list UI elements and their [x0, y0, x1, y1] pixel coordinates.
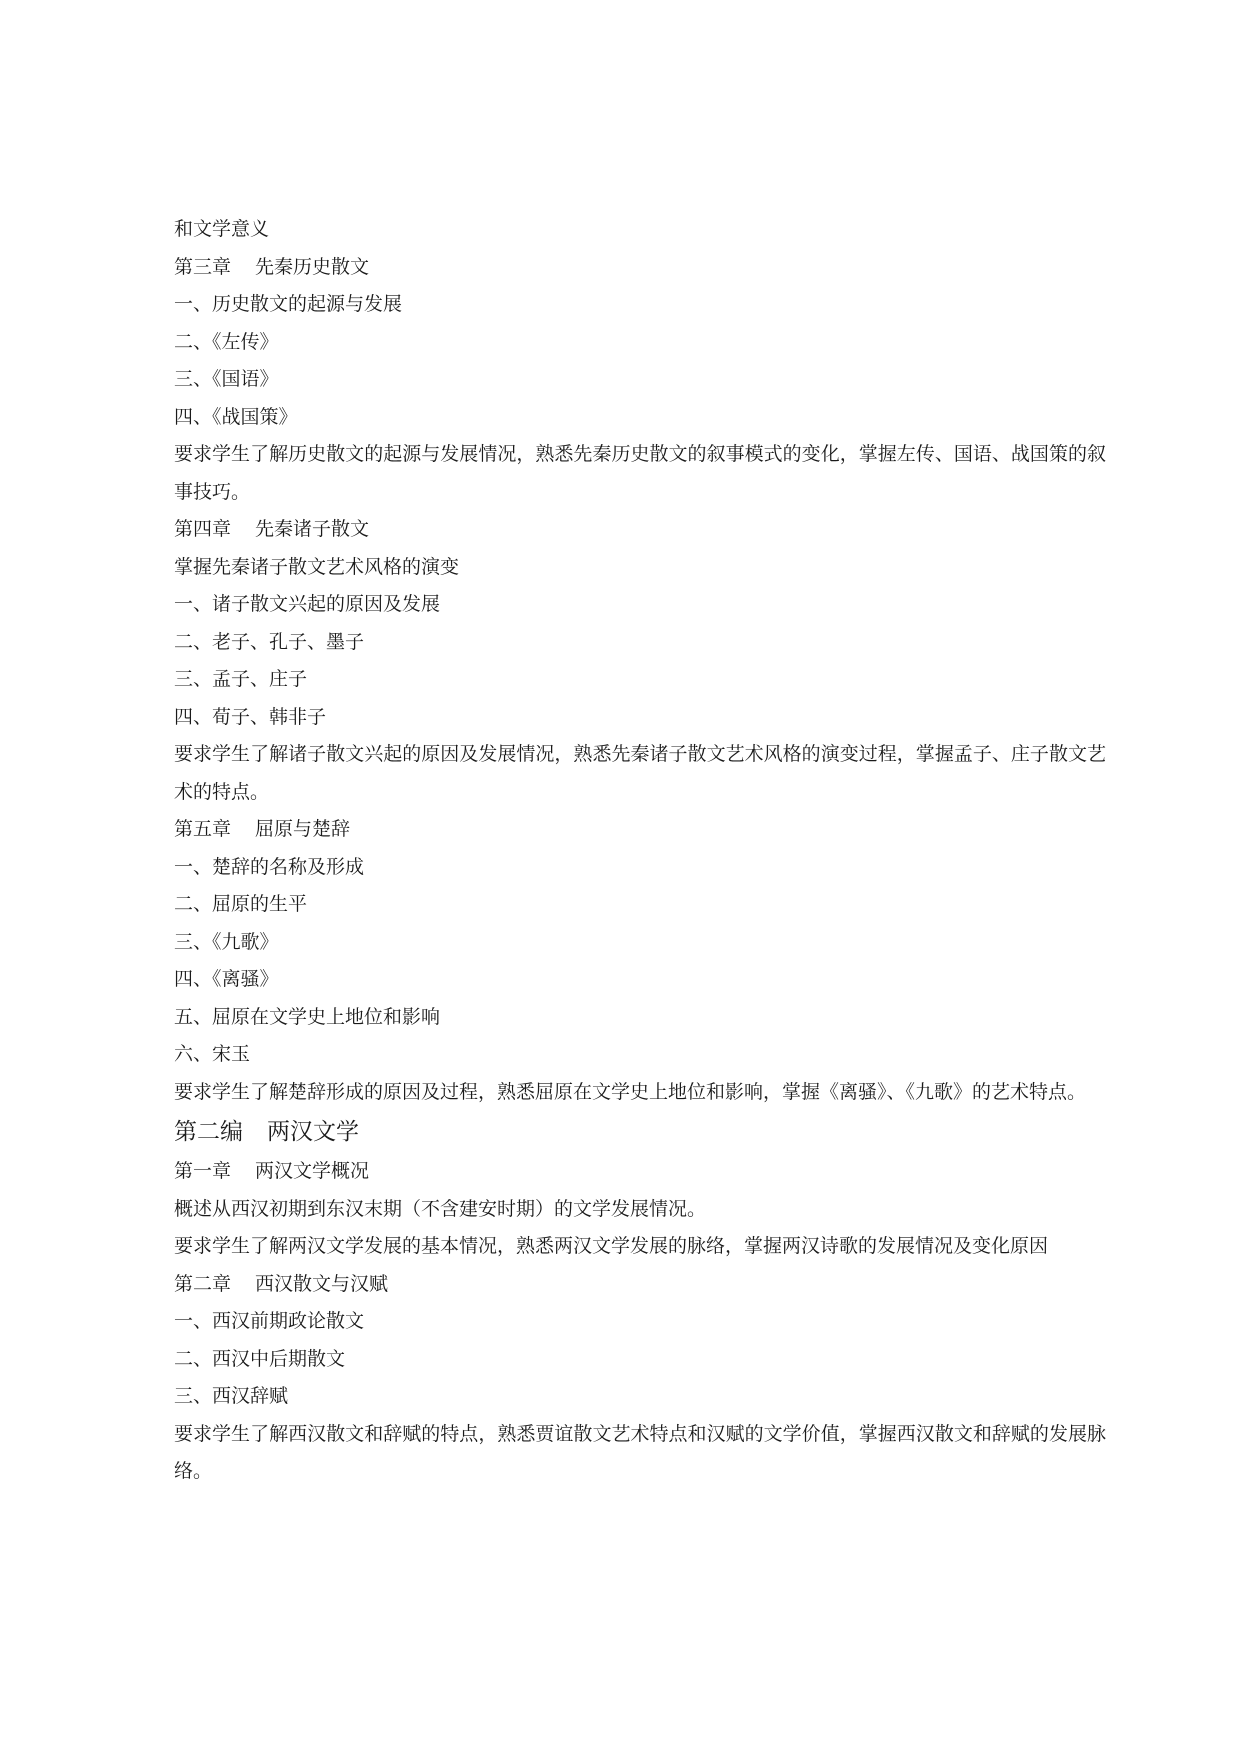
- requirement-paragraph: 要求学生了解两汉文学发展的基本情况，熟悉两汉文学发展的脉络，掌握两汉诗歌的发展情况及变化原因: [174, 1235, 1049, 1257]
- list-item: 六、宋玉: [174, 1043, 251, 1065]
- chapter-title: 西汉散文与汉赋: [255, 1272, 389, 1295]
- chapter-number: 第四章: [174, 518, 232, 540]
- list-item: 四、《战国策》: [174, 405, 298, 428]
- chapter-heading: [174, 249, 1106, 287]
- chapter-title: 屈原与楚辞: [255, 818, 351, 840]
- chapter-heading: [174, 811, 1106, 849]
- document-body: [174, 211, 1106, 1491]
- chapter-title: 先秦历史散文: [255, 255, 370, 278]
- chapter-title: 两汉文学概况: [255, 1160, 370, 1182]
- list-item: 五、屈原在文学史上地位和影响: [174, 1005, 441, 1028]
- chapter-heading: [174, 1266, 1106, 1304]
- text-line: 和文学意义: [174, 218, 270, 240]
- part-heading: [174, 1111, 1106, 1153]
- list-item: 一、楚辞的名称及形成: [174, 855, 365, 878]
- list-item: 二、西汉中后期散文: [174, 1347, 346, 1370]
- list-item: 四、《离骚》: [174, 968, 279, 990]
- requirement-paragraph: 要求学生了解历史散文的起源与发展情况，熟悉先秦历史散文的叙事模式的变化，掌握左传、国语、战国策的叙事技巧。: [174, 443, 1106, 503]
- list-item: 四、荀子、韩非子: [174, 705, 327, 728]
- text-line: 掌握先秦诸子散文艺术风格的演变: [174, 555, 460, 578]
- list-item: 二、老子、孔子、墨子: [174, 630, 365, 653]
- chapter-number: 第一章: [174, 1160, 232, 1182]
- chapter-number: 第二章: [174, 1272, 232, 1295]
- list-item: 三、孟子、庄子: [174, 668, 308, 690]
- requirement-paragraph: 要求学生了解诸子散文兴起的原因及发展情况，熟悉先秦诸子散文艺术风格的演变过程，掌握孟子、庄子散文艺术的特点。: [174, 743, 1106, 803]
- chapter-title: 先秦诸子散文: [255, 518, 370, 540]
- list-item: 三、西汉辞赋: [174, 1385, 289, 1407]
- chapter-heading: [174, 1153, 1106, 1191]
- text-line: 概述从西汉初期到东汉末期（不含建安时期）的文学发展情况。: [174, 1197, 707, 1220]
- requirement-paragraph: 要求学生了解西汉散文和辞赋的特点，熟悉贾谊散文艺术特点和汉赋的文学价值，掌握西汉散文和辞赋的发展脉络。: [174, 1422, 1106, 1482]
- list-item: 二、《左传》: [174, 330, 279, 353]
- requirement-paragraph: 要求学生了解楚辞形成的原因及过程，熟悉屈原在文学史上地位和影响，掌握《离骚》、《九歌》的艺术特点。: [174, 1080, 1087, 1103]
- chapter-number: 第三章: [174, 255, 232, 278]
- list-item: 一、历史散文的起源与发展: [174, 293, 403, 315]
- part-number: 第二编: [174, 1119, 243, 1145]
- list-item: 二、屈原的生平: [174, 893, 308, 915]
- chapter-number: 第五章: [174, 818, 232, 840]
- chapter-heading: [174, 511, 1106, 549]
- list-item: 三、《国语》: [174, 368, 279, 390]
- part-title: 两汉文学: [267, 1119, 359, 1145]
- list-item: 三、《九歌》: [174, 930, 279, 953]
- list-item: 一、诸子散文兴起的原因及发展: [174, 593, 441, 615]
- list-item: 一、西汉前期政论散文: [174, 1310, 365, 1332]
